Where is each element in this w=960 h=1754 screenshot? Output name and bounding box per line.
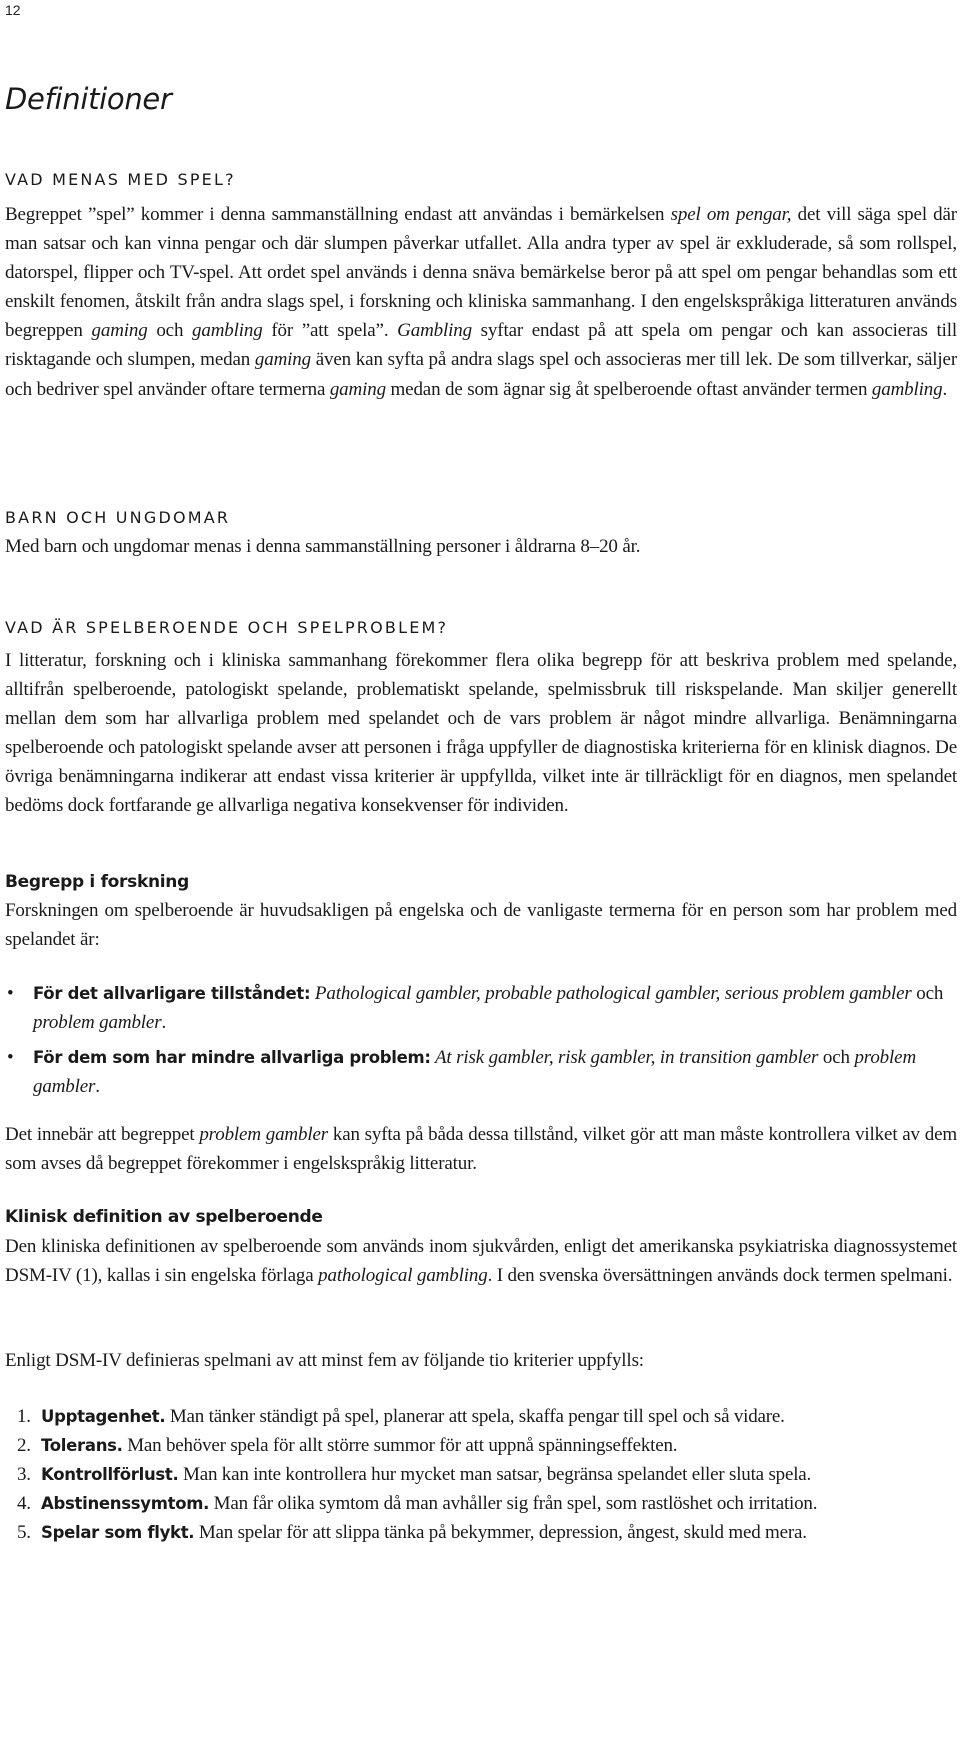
paragraph-spelberoende: I litteratur, forskning och i kliniska sammanhang förekommer flera olika begrepp för att beskriva problem med spelande, alltifrån spelberoende, patologiskt spelande, problematiskt spelande, spelmissbruk till riskspelande. Man skiljer generellt mellan dem som har allvarliga problem med spelandet och de vars problem är något mindre allvarliga. Benämningarna spelberoende och patologiskt spelande avser att personen i fråga uppfyller de diagnostiska kriterierna för en klinisk diagnos. De övriga benämningarna indikerar att endast vissa kriterier är uppfyllda, vilket inte är tillräckligt för en diagnos, men spelandet bedöms dock fortfarande ge allvarliga negativa konsekvenser för individen. — [5, 650, 957, 817]
subheading-forskning: Begrepp i forskning — [5, 872, 189, 892]
bullet-icon: • — [7, 1047, 14, 1069]
list-item: 3. Kontrollförlust. Man kan inte kontrollera hur mycket man satsar, begränsa spelandet eller sluta spela. — [17, 1464, 812, 1486]
list-item: • För dem som har mindre allvarliga problem: At risk gambler, risk gambler, in transition gambler och problem gambler. — [5, 1043, 957, 1101]
paragraph-dsm-intro: Enligt DSM-IV definieras spelmani av att minst fem av följande tio kriterier uppfylls: — [5, 1350, 644, 1371]
list-item: 1. Upptagenhet. Man tänker ständigt på spel, planerar att spela, skaffa pengar till spel och så vidare. — [17, 1406, 785, 1427]
section-heading-spelberoende: VAD ÄR SPELBEROENDE OCH SPELPROBLEM? — [5, 618, 449, 637]
paragraph-barn: Med barn och ungdomar menas i denna sammanställning personer i åldrarna 8–20 år. — [5, 536, 641, 557]
paragraph-forskning: Forskningen om spelberoende är huvudsakligen på engelska och de vanligaste termerna för en person som har problem med spelandet är: — [5, 900, 957, 951]
page-number: 12 — [5, 2, 21, 18]
subheading-klinisk: Klinisk definition av spelberoende — [5, 1207, 323, 1227]
page-title: Definitioner — [5, 82, 172, 116]
list-item: 4. Abstinenssymtom. Man får olika symtom då man avhåller sig från spel, som rastlöshet och irritation. — [17, 1493, 818, 1515]
section-heading-barn: BARN OCH UNGDOMAR — [5, 508, 231, 527]
section-heading-spel: VAD MENAS MED SPEL? — [5, 170, 236, 189]
criteria-list — [5, 1402, 957, 1547]
paragraph-klinisk: Den kliniska definitionen av spelberoende som används inom sjukvården, enligt det amerikanska psykiatriska diagnossystemet DSM-IV (1), kallas i sin engelska förlaga pathological gambling. I den svenska översättningen används dock termen spelmani. — [5, 1236, 957, 1287]
paragraph-spel: Begreppet ”spel” kommer i denna sammanställning endast att användas i bemärkelsen spel om pengar, det vill säga spel där man satsar och kan vinna pengar och där slumpen påverkar utfallet. Alla andra typer av spel är exkluderade, så som rollspel, datorspel, flipper och TV-spel. Att ordet spel används i denna snäva bemärkelse beror på att spel om pengar behandlas som ett enskilt fenomen, åtskilt från andra slags spel, i forskning och kliniska sammanhang. I den engelskspråkiga litteraturen används begreppen gaming och gambling för ”att spela”. Gambling syftar endast på att spela om pengar och kan associeras till risktagande och slumpen, medan gaming även kan syfta på andra slags spel och associeras mer till lek. De som tillverkar, säljer och bedriver spel använder oftare termerna gaming medan de som ägnar sig åt spelberoende oftast använder termen gambling. — [5, 204, 957, 400]
list-item: 5. Spelar som flykt. Man spelar för att slippa tänka på bekymmer, depression, ångest, skuld med mera. — [17, 1522, 807, 1544]
bullet-icon: • — [7, 983, 14, 1004]
list-item: 2. Tolerans. Man behöver spela för allt större summor för att uppnå spänningseffekten. — [17, 1435, 678, 1457]
list-item: • För det allvarligare tillståndet: Pathological gambler, probable pathological gambler, serious problem gambler och problem gambler. — [5, 979, 957, 1037]
term-list — [5, 979, 957, 1107]
paragraph-problem-gambler: Det innebär att begreppet problem gambler kan syfta på båda dessa tillstånd, vilket gör att man måste kontrollera vilket av dem som avses då begreppet förekommer i engelskspråkig litteratur. — [5, 1124, 958, 1175]
